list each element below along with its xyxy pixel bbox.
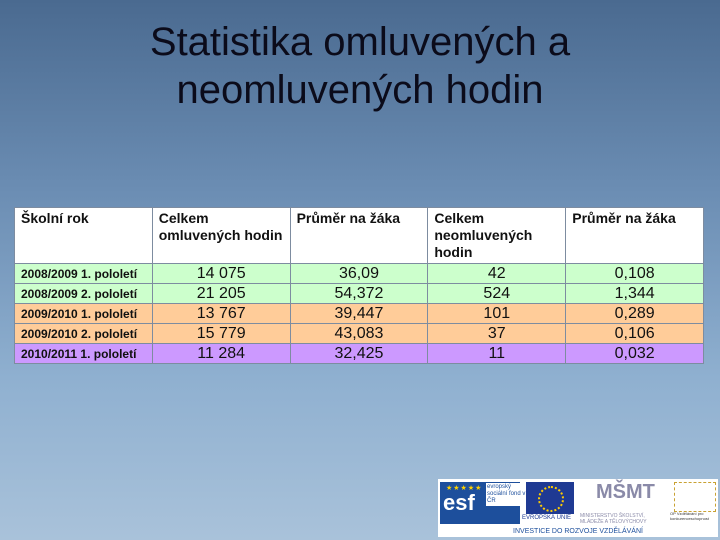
header-total-excused: Celkem omluvených hodin [152, 208, 290, 264]
cell-unexcused-avg: 0,289 [566, 304, 704, 324]
cell-excused: 13 767 [152, 304, 290, 324]
table-row [15, 324, 704, 344]
cell-year: 2009/2010 2. pololetí [15, 324, 153, 344]
cell-year: 2008/2009 2. pololetí [15, 284, 153, 304]
op-vk-logo-text: OP Vzdělávání pro konkurenceschopnost [670, 511, 709, 521]
title-line-1: Statistika omluvených a [149, 20, 571, 64]
cell-excused-avg: 39,447 [290, 304, 428, 324]
cell-excused-avg: 54,372 [290, 284, 428, 304]
cell-excused-avg: 43,083 [290, 324, 428, 344]
cell-year: 2010/2011 1. pololetí [15, 344, 153, 364]
cell-excused: 21 205 [152, 284, 290, 304]
table-row [15, 344, 704, 364]
cell-excused: 11 284 [152, 344, 290, 364]
cell-unexcused: 101 [428, 304, 566, 324]
investment-slogan: INVESTICE DO ROZVOJE VZDĚLÁVÁNÍ [438, 527, 718, 537]
cell-year: 2008/2009 1. pololetí [15, 264, 153, 284]
cell-excused: 14 075 [152, 264, 290, 284]
funding-logos-banner [438, 479, 718, 537]
header-school-year: Školní rok [15, 208, 153, 264]
absence-statistics-table [14, 207, 704, 364]
title-line-2: neomluvených hodin [176, 68, 544, 112]
cell-unexcused: 37 [428, 324, 566, 344]
table-row [15, 304, 704, 324]
msmt-logo: MŠMT [596, 481, 655, 503]
header-total-unexcused: Celkem neomluvených hodin [428, 208, 566, 264]
cell-unexcused-avg: 0,032 [566, 344, 704, 364]
cell-unexcused-avg: 1,344 [566, 284, 704, 304]
eu-flag-icon [526, 482, 574, 514]
cell-excused-avg: 36,09 [290, 264, 428, 284]
cell-unexcused-avg: 0,106 [566, 324, 704, 344]
esf-logo-text: evropský sociální fond v ČR [486, 483, 528, 506]
cell-year: 2009/2010 1. pololetí [15, 304, 153, 324]
header-excused-average: Průměr na žáka [290, 208, 428, 264]
header-unexcused-average: Průměr na žáka [566, 208, 704, 264]
table-row [15, 284, 704, 304]
cell-excused-avg: 32,425 [290, 344, 428, 364]
table-row [15, 264, 704, 284]
cell-unexcused-avg: 0,108 [566, 264, 704, 284]
eu-stars-icon: ★★★★★ [446, 485, 483, 492]
cell-unexcused: 42 [428, 264, 566, 284]
cell-unexcused: 524 [428, 284, 566, 304]
cell-unexcused: 11 [428, 344, 566, 364]
slide-title [60, 18, 660, 114]
cell-excused: 15 779 [152, 324, 290, 344]
msmt-logo-text: MINISTERSTVO ŠKOLSTVÍ, MLÁDEŽE A TĚLOVÝCHOVY [580, 513, 647, 525]
table-header-row [15, 208, 704, 264]
esf-mark: esf [443, 490, 475, 515]
eu-logo-text: EVROPSKÁ UNIE [522, 515, 572, 521]
op-vk-logo-icon [674, 482, 716, 512]
